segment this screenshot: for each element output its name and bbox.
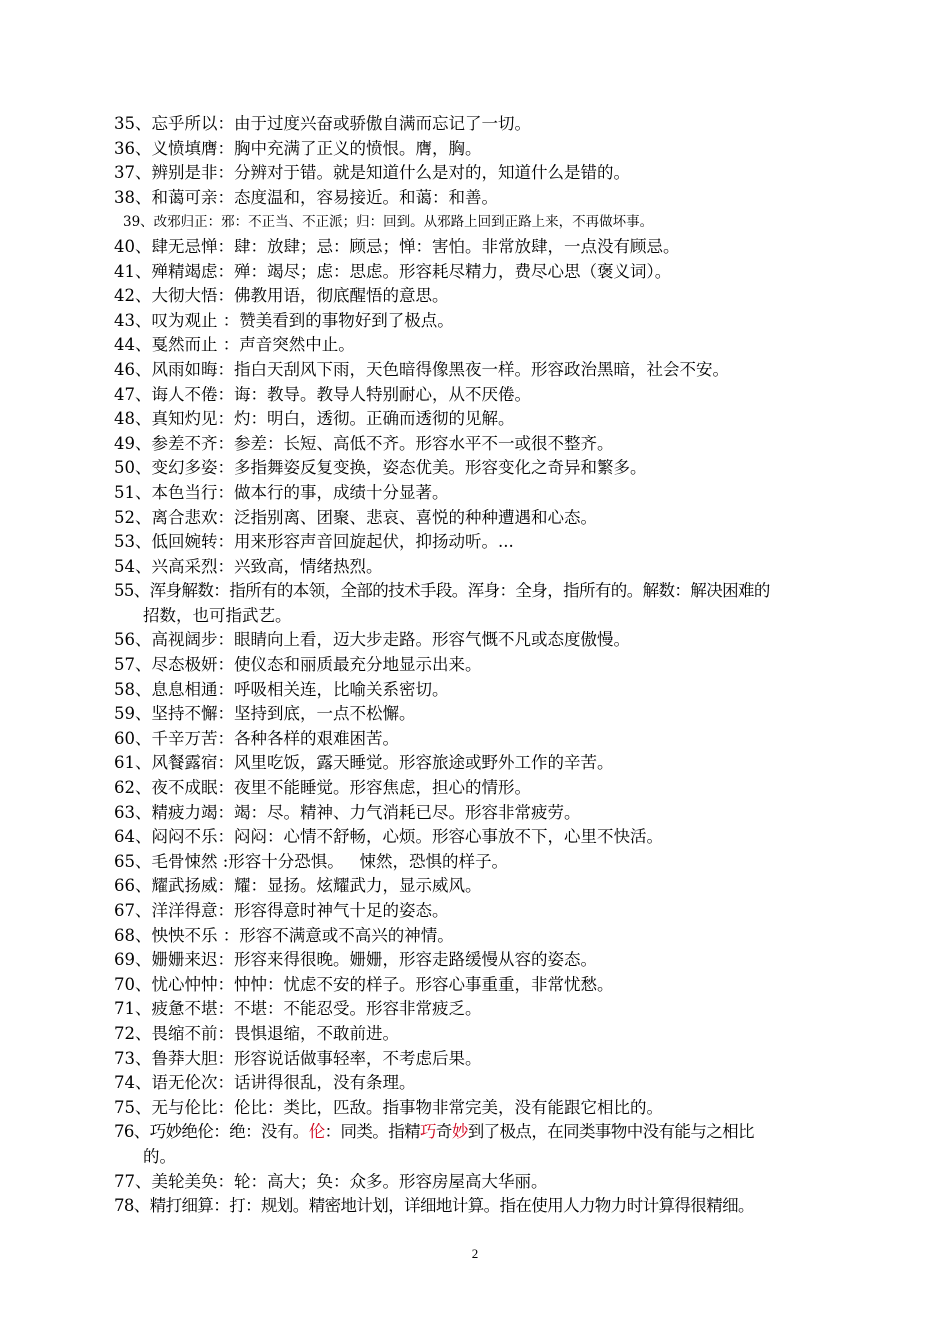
list-item: 52、离合悲欢：泛指别离、团聚、悲哀、喜悦的种种遭遇和心态。 (114, 507, 597, 527)
list-item: 39、改邪归正：邪：不正当、不正派；归：回到。从邪路上回到正路上来，不再做坏事。 (123, 214, 654, 231)
list-item-continuation: 招数，也可指武艺。 (143, 605, 292, 625)
list-item: 78、精打细算：打：规划。精密地计划，详细地计算。指在使用人力物力时计算得很精细。 (114, 1196, 754, 1216)
list-item-text: 奇 (435, 1122, 452, 1142)
list-item: 63、精疲力竭：竭：尽。精神、力气消耗已尽。形容非常疲劳。 (114, 802, 581, 822)
list-item: 44、戛然而止 ：声音突然中止。 (114, 335, 355, 355)
list-item: 47、诲人不倦：诲：教导。教导人特别耐心，从不厌倦。 (114, 384, 531, 404)
list-item-text: ：同类。指精 (324, 1122, 421, 1142)
list-item: 35、忘乎所以：由于过度兴奋或骄傲自满而忘记了一切。 (114, 114, 531, 133)
list-item: 37、辨别是非：分辨对于错。就是知道什么是对的，知道什么是错的。 (114, 163, 630, 183)
idiom-list (114, 112, 844, 1219)
list-item: 42、大彻大悟：佛教用语，彻底醒悟的意思。 (114, 286, 449, 306)
list-item: 46、风雨如晦：指白天刮风下雨，天色暗得像黑夜一样。形容政治黑暗，社会不安。 (114, 359, 729, 379)
list-item-text: 76、巧妙绝伦：绝：没有。 (114, 1122, 309, 1142)
list-item: 68、怏怏不乐 ：形容不满意或不高兴的神情。 (114, 925, 454, 945)
list-item: 65、毛骨悚然 :形容十分恐惧。 悚然，恐惧的样子。 (114, 851, 509, 871)
list-item: 70、忧心忡忡：忡忡：忧虑不安的样子。形容心事重重，非常忧愁。 (114, 974, 614, 994)
list-item: 49、参差不齐：参差：长短、高低不齐。形容水平不一或很不整齐。 (114, 433, 614, 453)
list-item: 73、鲁莽大胆：形容说话做事轻率，不考虑后果。 (114, 1048, 482, 1068)
list-item: 67、洋洋得意：形容得意时神气十足的姿态。 (114, 901, 449, 920)
list-item: 43、叹为观止 ：赞美看到的事物好到了极点。 (114, 310, 454, 330)
highlighted-character: 妙 (451, 1122, 468, 1142)
list-item: 60、千辛万苦：各种各样的艰难困苦。 (114, 728, 399, 748)
highlighted-character: 巧 (420, 1122, 436, 1142)
list-item-continuation: 的。 (143, 1146, 176, 1166)
list-item-text: 到了极点，在同类事物中没有能与之相比 (467, 1122, 754, 1142)
list-item: 61、风餐露宿：风里吃饭，露天睡觉。形容旅途或野外工作的辛苦。 (114, 753, 614, 773)
list-item: 74、语无伦次：话讲得很乱，没有条理。 (114, 1073, 416, 1093)
list-item: 50、变幻多姿：多指舞姿反复变换，姿态优美。形容变化之奇异和繁多。 (114, 458, 647, 478)
list-item: 57、尽态极妍：使仪态和丽质最充分地显示出来。 (114, 655, 482, 675)
list-item: 54、兴高采烈：兴致高，情绪热烈。 (114, 556, 383, 576)
list-item: 66、耀武扬威：耀：显扬。炫耀武力，显示威风。 (114, 876, 482, 896)
highlighted-character: 伦 (308, 1122, 325, 1142)
list-item: 48、真知灼见：灼：明白，透彻。正确而透彻的见解。 (114, 409, 515, 429)
list-item: 71、疲惫不堪：不堪：不能忍受。形容非常疲乏。 (114, 999, 482, 1019)
list-item (114, 1120, 844, 1145)
list-item: 51、本色当行：做本行的事，成绩十分显著。 (114, 482, 449, 502)
list-item: 53、低回婉转：用来形容声音回旋起伏，抑扬动听。... (114, 532, 514, 552)
list-item: 40、肆无忌惮：肆：放肆；忌：顾忌；惮：害怕。非常放肆，一点没有顾忌。 (114, 236, 680, 256)
list-item: 69、姗姗来迟：形容来得很晚。姗姗，形容走路缓慢从容的姿态。 (114, 950, 597, 970)
list-item: 36、义愤填膺：胸中充满了正义的愤恨。膺，胸。 (114, 138, 482, 158)
list-item: 77、美轮美奂：轮：高大；奂：众多。形容房屋高大华丽。 (114, 1171, 548, 1191)
list-item: 56、高视阔步：眼睛向上看，迈大步走路。形容气慨不凡或态度傲慢。 (114, 630, 630, 650)
list-item: 62、夜不成眠：夜里不能睡觉。形容焦虑，担心的情形。 (114, 778, 531, 798)
list-item: 75、无与伦比：伦比：类比，匹敌。指事物非常完美，没有能跟它相比的。 (114, 1097, 663, 1117)
list-item: 38、和蔼可亲：态度温和，容易接近。和蔼：和善。 (114, 187, 498, 207)
list-item: 59、坚持不懈：坚持到底，一点不松懈。 (114, 704, 416, 724)
list-item: 64、闷闷不乐：闷闷：心情不舒畅，心烦。形容心事放不下，心里不快活。 (114, 827, 663, 847)
list-item: 55、浑身解数：指所有的本领，全部的技术手段。浑身：全身，指所有的。解数：解决困难的 (114, 581, 770, 601)
list-item: 58、息息相通：呼吸相关连，比喻关系密切。 (114, 679, 449, 699)
list-item: 72、畏缩不前：畏惧退缩，不敢前进。 (114, 1023, 399, 1043)
list-item: 41、殚精竭虑：殚：竭尽；虑：思虑。形容耗尽精力，费尽心思（褒义词）。 (114, 261, 672, 281)
page-number: 2 (471, 1246, 479, 1261)
